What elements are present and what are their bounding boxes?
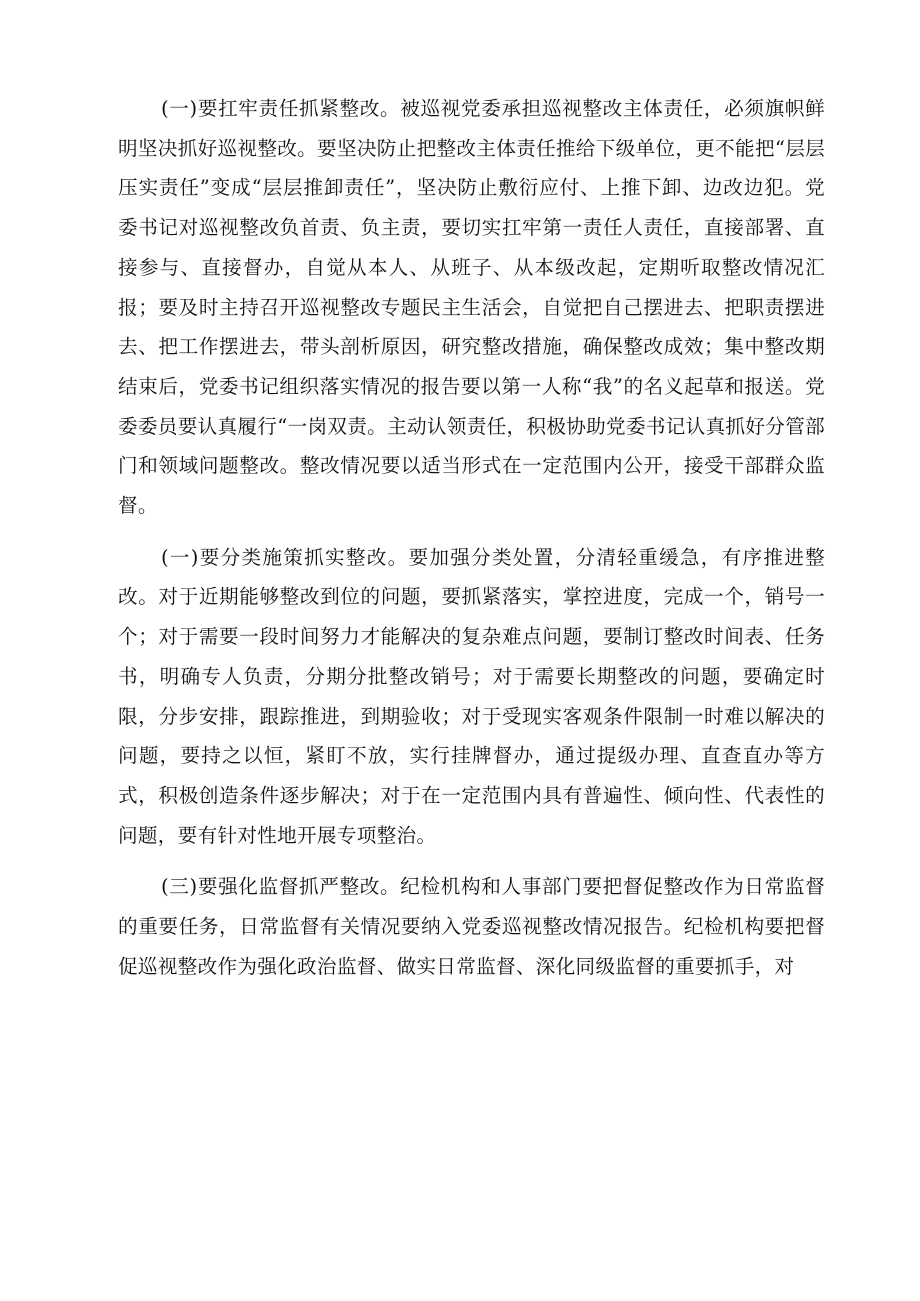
paragraph-heading: (三)要强化监督抓严整改。 bbox=[161, 875, 401, 899]
paragraph-body: 纪检机构和人事部门要把督促整改作为日常监督的重要任务，日常监督有关情况要纳入党委巡视整改情况报告。纪检机构要把督促巡视整改作为强化政治监督、做实日常监督、深化同级监督的重要抓手，对 bbox=[118, 875, 825, 978]
paragraph-heading: (一)要分类施策抓实整改。 bbox=[161, 545, 409, 569]
paragraph-classification bbox=[118, 538, 825, 856]
document-page bbox=[118, 89, 825, 986]
paragraph-responsibility bbox=[118, 89, 825, 526]
paragraph-heading: (一)要扛牢责任抓紧整改。 bbox=[161, 97, 401, 120]
paragraph-supervision bbox=[118, 867, 825, 986]
paragraph-body: 被巡视党委承担巡视整改主体责任，必须旗帜鲜明坚决抓好巡视整改。要坚决防止把整改主体责任推给下级单位，更不能把“层层压实责任”变成“层层推卸责任”，坚决防止敷衍应付、上推下卸、边改边犯。党委书记对巡视整改负首责、负主责，要切实扛牢第一责任人责任，直接部署、直接参与、直接督办，自觉从本人、从班子、从本级改起，定期听取整改情况汇报；要及时主持召开巡视整改专题民主生活会，自觉把自己摆进去、把职责摆进去、把工作摆进去，带头剖析原因，研究整改措施，确保整改成效；集中整改期结束后，党委书记组织落实情况的报告要以第一人称“我”的名义起草和报送。党委委员要认真履行“一岗双责。主动认领责任，积极协助党委书记认真抓好分管部门和领域问题整改。整改情况要以适当形式在一定范围内公开，接受干部群众监督。 bbox=[118, 97, 825, 518]
paragraph-body: 要加强分类处置，分清轻重缓急，有序推进整改。对于近期能够整改到位的问题，要抓紧落实，掌控进度，完成一个，销号一个；对于需要一段时间努力才能解决的复杂难点问题，要制订整改时间表、任务书，明确专人负责，分期分批整改销号；对于需要长期整改的问题，要确定时限，分步安排，跟踪推进，到期验收；对于受现实客观条件限制一时难以解决的问题，要持之以恒，紧盯不放，实行挂牌督办，通过提级办理、直查直办等方式，积极创造条件逐步解决；对于在一定范围内具有普遍性、倾向性、代表性的问题，要有针对性地开展专项整治。 bbox=[118, 545, 825, 847]
